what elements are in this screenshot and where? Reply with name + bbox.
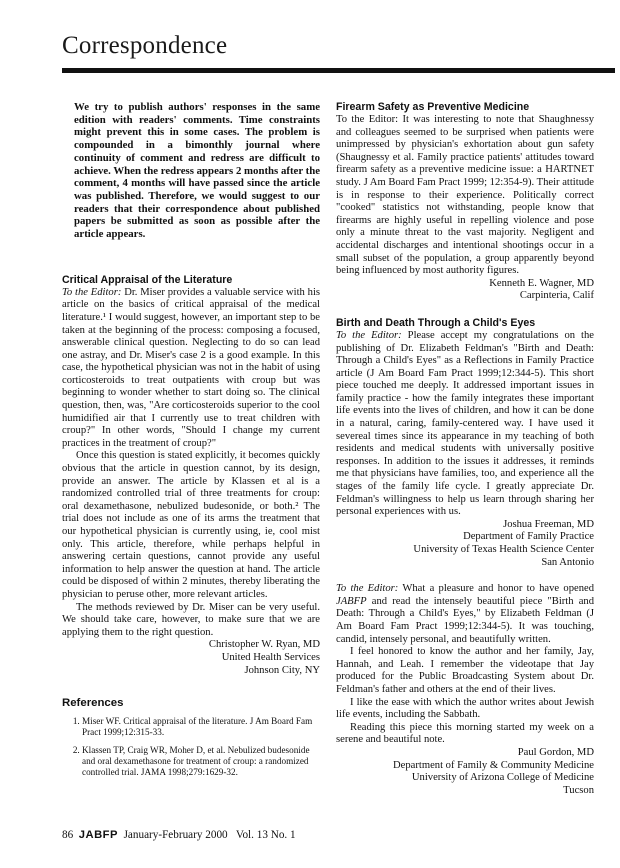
- critical-appraisal-para2: Once this question is stated explicitly, it becomes quickly obvious that the article in question cannot, by its design, provide an answer. The article by Klassen et al is a randomized controlled trial of three treatments for croup: oral dexamethasone, nebulized budesonide, or both.² The trial does not include as one of its arms the treatment that our hypothetical physician is currently using, ie, cool mist only. This article, therefore, while perhaps helpful in answering certain questions, cannot provide any useful information to help answer the question at hand. The article could be disposed of within 2 minutes, thereby liberating the physician to peruse other, more relevant articles.: [62, 450, 320, 600]
- second-letter-text: and read the intensely beautiful piece "Birth and Death: Through a Child's Eyes," by Elizabeth Feldman (J Am Board Fam Pract 1999;12:344-5). It was touching, candid, intensely personal, and beautifully written.: [336, 595, 594, 645]
- birth-death-body: [336, 330, 594, 519]
- signature-org: United Health Services: [221, 651, 320, 663]
- signature-dept: Department of Family & Community Medicine: [393, 759, 594, 771]
- right-column: [336, 101, 594, 797]
- page-number: 86: [62, 829, 74, 841]
- second-letter-text: What a pleasure and honor to have opened: [402, 583, 594, 595]
- critical-appraisal-para3: The methods reviewed by Dr. Miser can be very useful. We should take care, however, to make sure that we are applying them to the right question.: [62, 601, 320, 638]
- issue-info: January-February 2000 Vol. 13 No. 1: [123, 829, 296, 841]
- reference-item: 2. Klassen TP, Craig WR, Moher D, et al. Nebulized budesonide and oral dexamethasone for treatment of croup: a randomized controlled trial. JAMA 1998;279:1629-32.: [82, 745, 320, 779]
- page-footer: [62, 829, 296, 841]
- signature-org: University of Arizona College of Medicine: [411, 772, 594, 784]
- to-the-editor-lead: To the Editor:: [336, 329, 402, 341]
- signature-name: Kenneth E. Wagner, MD: [489, 277, 594, 289]
- second-letter-para3: I like the ease with which the author writes about Jewish life events, including the Sabbath.: [336, 696, 594, 721]
- journal-name: JABFP: [336, 595, 367, 607]
- firearm-title: Firearm Safety as Preventive Medicine: [336, 101, 530, 113]
- second-letter-para1: [336, 583, 594, 646]
- signature-place: Carpinteria, Calif: [519, 290, 594, 302]
- to-the-editor-lead: To the Editor:: [336, 583, 399, 595]
- references-list: [62, 716, 320, 779]
- journal-abbrev: JABFP: [78, 829, 118, 841]
- signature-place: Tucson: [563, 784, 594, 796]
- critical-appraisal-para1-text: Dr. Miser provides a valuable service with his article on the basics of critical appraisal of the medical literature.¹ I would suggest, however, an important step to be taken at the beginning of the process: composing a focused, answerable clinical question. Neglecting to do so can lead one astray, and Dr. Miser's case 2 is a good example. In this case, the hypothetical physician was not in the habit of using corticosteroids to treat outpatients with croup but was beginning to wonder whether to start doing so. The clinical question, then, was, "Are corticosteroids superior to the cool humidified air that I currently use to treat children with croup?" In other words, "Should I change my current practices in the treatment of croup?": [62, 286, 321, 449]
- second-letter-para4: Reading this piece this morning started my week on a serene and beautiful note.: [336, 721, 594, 746]
- signature-name: Christopher W. Ryan, MD: [208, 639, 320, 651]
- editorial-note: We try to publish authors' responses in the same edition with readers' comments. Time constraints might prevent this in some cases. The problem is compounded in a bimonthly journal where continuity of comment and redress are difficult to achieve. When the redress appears 2 months after the comment, 4 months will have passed since the article was published. Therefore, we would suggest to our readers that their correspondence about published papers be submitted as soon as possible after the article appears.: [74, 101, 321, 241]
- left-column: [62, 101, 320, 785]
- reference-item: 1. Miser WF. Critical appraisal of the literature. J Am Board Fam Pract 1999;12:315-33.: [82, 716, 320, 739]
- header-rule: [62, 68, 615, 73]
- birth-death-title: Birth and Death Through a Child's Eyes: [336, 316, 536, 329]
- critical-appraisal-title: Critical Appraisal of the Literature: [62, 273, 233, 286]
- birth-death-body-text: Please accept my congratulations on the publishing of Dr. Elizabeth Feldman's "Birth and Death: Through a Child's Eyes" as a Reflections in Family Practice article (J Am Board Fam Pract 1999;12:344-5). This short piece touched me deeply. It addressed important issues in family practice - how the family integrates these important life events into the lives of children, and how it can be done in a natural, caring, family-centered way. I have used it severeal times since its appearance in my teaching of both residents and medical students with universally positive responses. In addition to the issues it addresses, it reminds me that physicians have families, too, and experience all the stages of the family life cycle. I greatly appreciate Dr. Feldman's willingness to help us learn through sharing her personal experiences with us.: [336, 329, 594, 518]
- signature-name: Paul Gordon, MD: [517, 746, 594, 758]
- page-title: Correspondence: [62, 32, 228, 59]
- signature-name: Joshua Freeman, MD: [503, 518, 594, 530]
- signature-place: San Antonio: [541, 556, 594, 568]
- to-the-editor-lead: To the Editor:: [62, 286, 122, 298]
- critical-appraisal-para1: [62, 287, 320, 451]
- signature-org: University of Texas Health Science Center: [413, 544, 594, 555]
- firearm-body: To the Editor: It was interesting to note that Shaughnessy and colleagues seemed to be surprised when patients were unimpressed by physician's exhortation about gun safety (Shaugnessy et al. Family practice patients' attitudes toward firearm safety as a preventive medicine issue: a HARTNET study. J Am Board Fam Pract 1999; 12:354-9). Their attitude is in response to their experience. Politically correct "cooked" statistics not withstanding, people know that firearms are highly useful in repelling violence and pose only a minute threat to the vast majority. Negligent and accidental discharges and intentional shootings occur in a small subset of the population, a group apparently beyond being influenced by most authority figures.: [336, 114, 594, 277]
- second-letter-para2: I feel honored to know the author and her family, Jay, Hannah, and Leah. I remember the videotape that Jay produced for the Public Broadcasting System about Dr. Feldman's father and others at the end of their lives.: [336, 646, 594, 695]
- references-title: References: [62, 697, 124, 710]
- signature-dept: Department of Family Practice: [463, 531, 594, 543]
- signature-place: Johnson City, NY: [244, 664, 320, 676]
